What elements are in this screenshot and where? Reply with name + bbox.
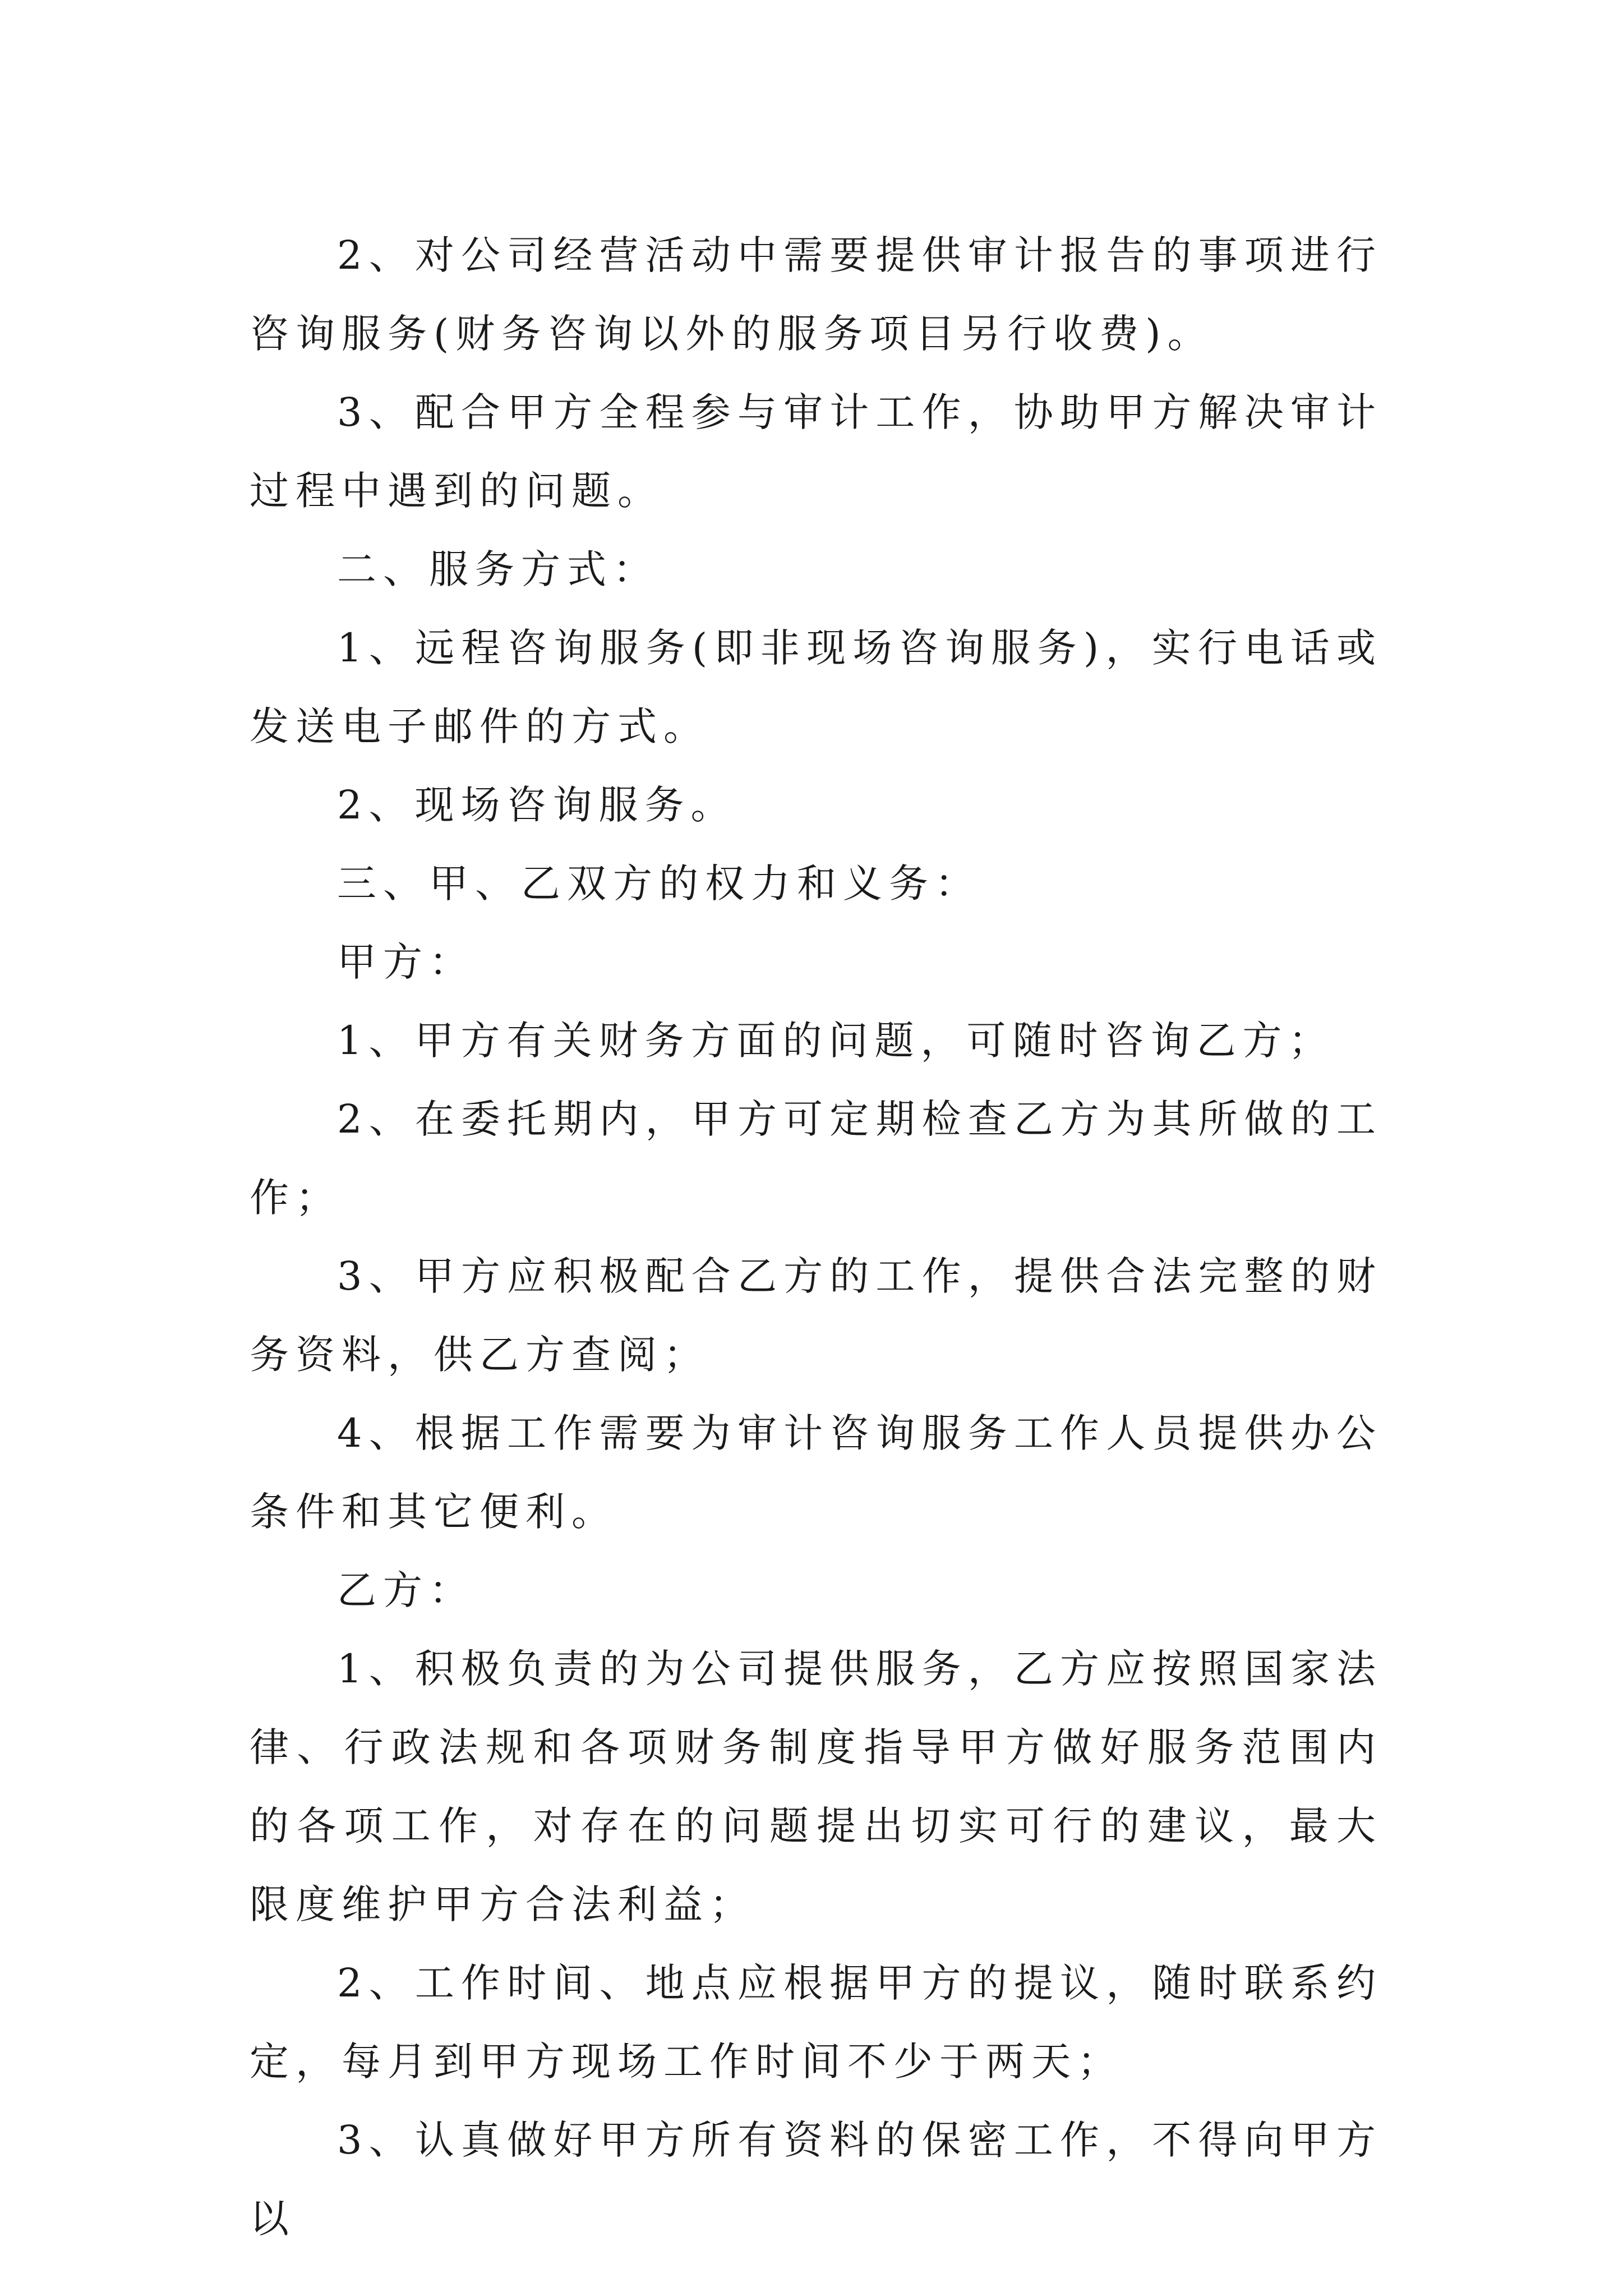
paragraph: 3、认真做好甲方所有资料的保密工作，不得向甲方以 <box>250 2117 1382 2242</box>
document-body <box>250 216 1382 2258</box>
paragraph: 1、远程咨询服务(即非现场咨询服务)，实行电话或发送电子邮件的方式。 <box>250 625 1382 749</box>
section-heading: 三、甲、乙双方的权力和义务： <box>337 861 981 907</box>
paragraph: 1、甲方有关财务方面的问题，可随时咨询乙方； <box>337 1018 1335 1064</box>
paragraph: 2、工作时间、地点应根据甲方的提议，随时联系约定，每月到甲方现场工作时间不少于两天； <box>250 1960 1382 2085</box>
paragraph: 3、配合甲方全程参与审计工作，协助甲方解决审计过程中遇到的问题。 <box>250 389 1382 514</box>
paragraph: 1、积极负责的为公司提供服务，乙方应按照国家法律、行政法规和各项财务制度指导甲方做好服务范围内的各项工作，对存在的问题提出切实可行的建议，最大限度维护甲方合法利益； <box>250 1646 1382 1927</box>
party-heading: 乙方： <box>337 1567 475 1613</box>
party-heading: 甲方： <box>337 939 475 985</box>
paragraph: 2、现场咨询服务。 <box>337 782 737 828</box>
paragraph: 2、对公司经营活动中需要提供审计报告的事项进行咨询服务(财务咨询以外的服务项目另行收费)。 <box>250 232 1382 357</box>
section-heading: 二、服务方式： <box>337 546 659 592</box>
paragraph: 3、甲方应积极配合乙方的工作，提供合法完整的财务资料，供乙方查阅； <box>250 1253 1382 1378</box>
paragraph: 4、根据工作需要为审计咨询服务工作人员提供办公条件和其它便利。 <box>250 1410 1382 1535</box>
paragraph: 2、在委托期内，甲方可定期检查乙方为其所做的工作； <box>250 1096 1382 1221</box>
